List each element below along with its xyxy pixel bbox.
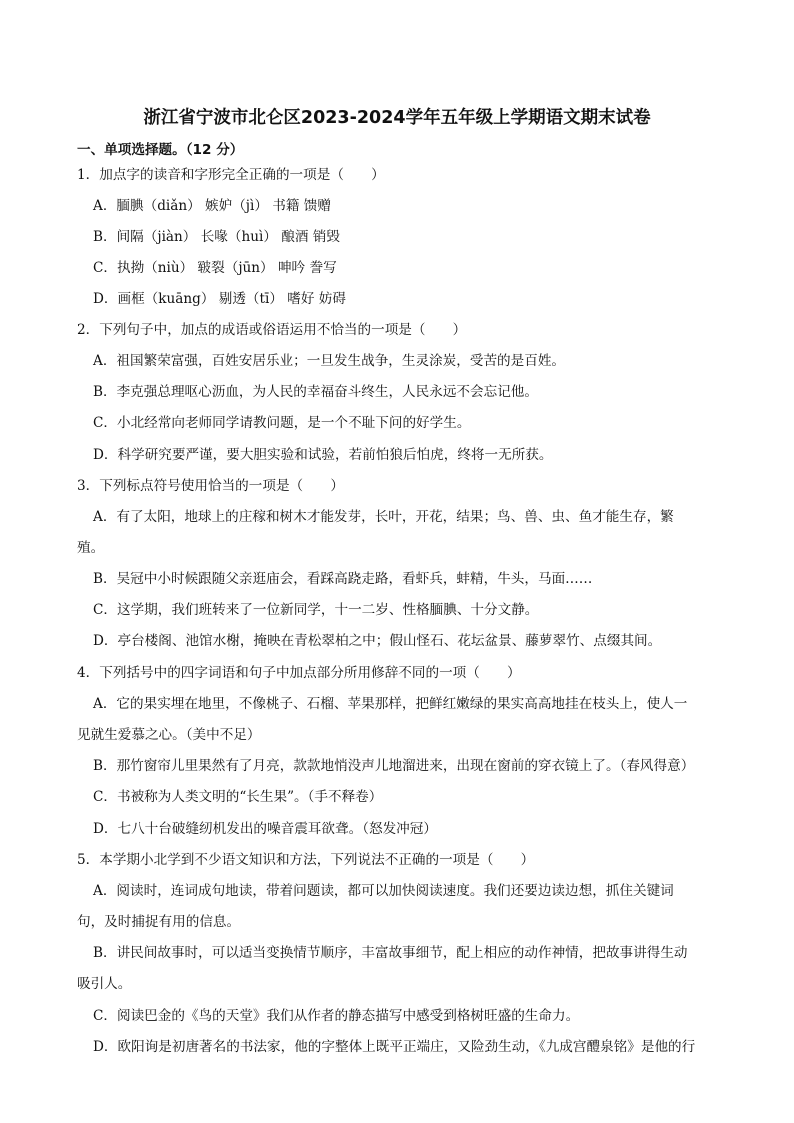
question-5-option-b: B．讲民间故事时，可以适当变换情节顺序，丰富故事细节，配上相应的动作神情，把故事讲得生动	[93, 945, 688, 961]
question-4-option-a-cont: 见就生爱慕之心。（美中不足）	[77, 727, 261, 743]
question-5-option-d: D．欧阳询是初唐著名的书法家，他的字整体上既平正端庄，又险劲生动，《九成宫醴泉铭》是他的行	[93, 1039, 696, 1055]
question-2-option-d: D．科学研究要严谨，要大胆实验和试验，若前怕狼后怕虎，终将一无所获。	[93, 447, 553, 463]
question-4-option-b: B．那竹窗帘儿里果然有了月亮，款款地悄没声儿地溜进来，出现在窗前的穿衣镜上了。（春风得意）	[93, 758, 695, 774]
question-4-option-c: C．书被称为人类文明的“长生果”。（手不释卷）	[93, 789, 383, 805]
question-3-option-a-cont: 殖。	[77, 540, 105, 556]
question-5-option-a: A．阅读时，连词成句地读，带着问题读，都可以加快阅读速度。我们还要边读边想，抓住关键词	[93, 883, 674, 899]
question-1-option-b: B．间隔（jiàn） 长喙（huì） 酿酒 销毁	[93, 229, 340, 245]
question-3-option-b: B．吴冠中小时候跟随父亲逛庙会，看踩高跷走路，看虾兵，蚌精，牛头，马面……	[93, 571, 593, 587]
question-5-option-a-cont: 句，及时捕捉有用的信息。	[77, 914, 241, 930]
question-4-option-a: A．它的果实埋在地里，不像桃子、石榴、苹果那样，把鲜红嫩绿的果实高高地挂在枝头上，使人一	[93, 696, 688, 712]
question-2-stem: 2．下列句子中，加点的成语或俗语运用不恰当的一项是（ ）	[77, 322, 467, 338]
exam-title: 浙江省宁波市北仑区2023-2024学年五年级上学期语文期末试卷	[143, 108, 651, 128]
question-1-option-c: C．执拗（niù） 皲裂（jūn） 呻吟 誊写	[93, 260, 337, 276]
question-1-stem: 1．加点字的读音和字形完全正确的一项是（ ）	[77, 167, 385, 183]
question-3-option-a: A．有了太阳，地球上的庄稼和树木才能发芽，长叶，开花，结果；鸟、兽、虫、鱼才能生存，繁	[93, 509, 674, 525]
question-5-option-c: C．阅读巴金的《鸟的天堂》我们从作者的静态描写中感受到格树旺盛的生命力。	[93, 1008, 580, 1024]
section-heading: 一、单项选择题。（12 分）	[77, 142, 244, 158]
question-1-option-d: D．画框（kuāng） 剔透（tī） 嗜好 妨碍	[93, 291, 346, 307]
question-3-option-c: C．这学期，我们班转来了一位新同学，十一二岁、性格腼腆、十分文静。	[93, 602, 539, 618]
question-2-option-a: A．祖国繁荣富强，百姓安居乐业；一旦发生战争，生灵涂炭，受苦的是百姓。	[93, 353, 566, 369]
question-4-option-d: D．七八十台破缝纫机发出的噪音震耳欲聋。（怒发冲冠）	[93, 821, 437, 837]
question-2-option-b: B．李克强总理呕心沥血，为人民的幸福奋斗终生，人民永远不会忘记他。	[93, 384, 538, 400]
question-1-option-a: A．腼腆（diǎn） 嫉妒（jì） 书籍 馈赠	[93, 198, 331, 214]
question-2-option-c: C．小北经常向老师同学请教问题，是一个不耻下问的好学生。	[93, 415, 471, 431]
question-3-stem: 3．下列标点符号使用恰当的一项是（ ）	[77, 478, 344, 494]
question-4-stem: 4．下列括号中的四字词语和句子中加点部分所用修辞不同的一项（ ）	[77, 665, 521, 681]
question-3-option-d: D．亭台楼阁、池馆水榭，掩映在青松翠柏之中；假山怪石、花坛盆景、藤萝翠竹、点缀其间。	[93, 633, 662, 649]
question-5-option-b-cont: 吸引人。	[77, 976, 132, 992]
question-5-stem: 5．本学期小北学到不少语文知识和方法，下列说法不正确的一项是（ ）	[77, 852, 535, 868]
